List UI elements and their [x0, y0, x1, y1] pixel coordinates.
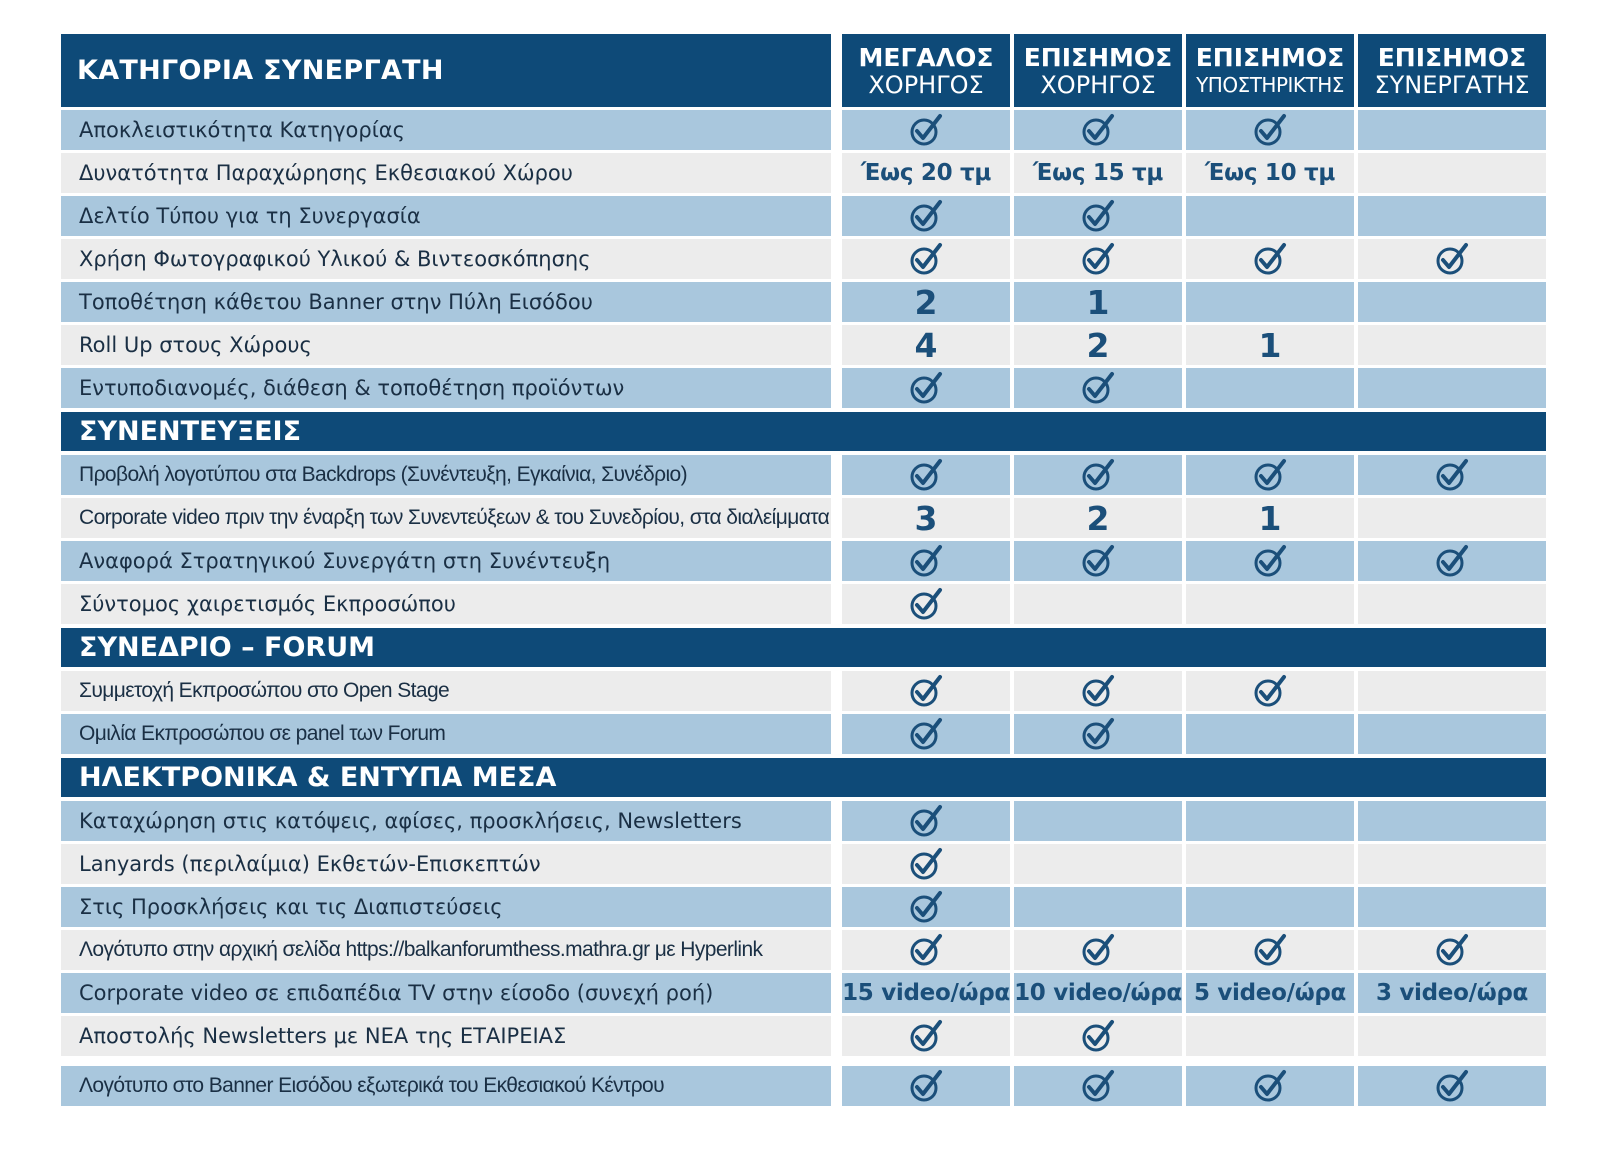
count-value: 2: [1086, 325, 1110, 365]
value-cell: [1014, 973, 1182, 1013]
row-label: Χρήση Φωτογραφικού Υλικού & Βιντεοσκόπησης: [61, 239, 831, 279]
count-value: 1: [1258, 325, 1282, 365]
value-cell: [842, 1066, 1010, 1106]
count-value: 2: [1086, 498, 1110, 538]
value-cell: [842, 887, 1010, 927]
checkmark-icon: [1081, 1019, 1115, 1053]
value-cell: [1014, 930, 1182, 970]
value-cell: [1186, 1016, 1354, 1056]
value-cell: [1358, 196, 1546, 236]
row-label: Προβολή λογοτύπου στα Backdrops (Συνέντευξη, Εγκαίνια, Συνέδριο): [61, 455, 831, 495]
value-cell: [1186, 110, 1354, 150]
value-cell: [1186, 282, 1354, 322]
row-label: Αποκλειστικότητα Κατηγορίας: [61, 110, 831, 150]
value-cell: [1358, 887, 1546, 927]
checkmark-icon: [1253, 674, 1287, 708]
value-cell: [1186, 930, 1354, 970]
table-row: [61, 239, 1546, 279]
value-cell: [1014, 153, 1182, 193]
checkmark-icon: [1253, 544, 1287, 578]
checkmark-icon: [1435, 458, 1469, 492]
value-cell: [1358, 498, 1546, 538]
section-header: ΣΥΝΕΔΡΙΟ – FORUM: [61, 628, 1546, 667]
value-cell: [842, 973, 1010, 1013]
checkmark-icon: [1081, 717, 1115, 751]
value-cell: [842, 282, 1010, 322]
checkmark-icon: [1253, 242, 1287, 276]
value-cell: [1014, 368, 1182, 408]
table-row: [61, 714, 1546, 754]
checkmark-icon: [1435, 544, 1469, 578]
checkmark-icon: [1081, 242, 1115, 276]
value-cell: [842, 584, 1010, 624]
checkmark-icon: [909, 1019, 943, 1053]
checkmark-icon: [1081, 1069, 1115, 1103]
value-cell: [1014, 196, 1182, 236]
row-label: Roll Up στους Χώρους: [61, 325, 831, 365]
row-label: Αποστολής Newsletters με ΝΕΑ της ΕΤΑΙΡΕΙΑΣ: [61, 1016, 831, 1056]
value-cell: [842, 541, 1010, 581]
table-row: [61, 584, 1546, 624]
checkmark-icon: [1081, 199, 1115, 233]
value-cell: [842, 801, 1010, 841]
count-value: 1: [1086, 282, 1110, 322]
row-label: Καταχώρηση στις κατόψεις, αφίσες, προσκλήσεις, Newsletters: [61, 801, 831, 841]
table-row: [61, 282, 1546, 322]
checkmark-icon: [1081, 458, 1115, 492]
value-cell: [1358, 153, 1546, 193]
checkmark-icon: [1253, 113, 1287, 147]
value-cell: [1186, 714, 1354, 754]
row-label: Συμμετοχή Εκπροσώπου στο Open Stage: [61, 671, 831, 711]
section-header: ΣΥΝΕΝΤΕΥΞΕΙΣ: [61, 412, 1546, 451]
value-text: 10 video/ώρα: [1014, 980, 1182, 1006]
value-cell: [1186, 1066, 1354, 1106]
row-label: Corporate video σε επιδαπέδια TV στην είσοδο (συνεχή ροή): [61, 973, 831, 1013]
checkmark-icon: [1081, 371, 1115, 405]
value-cell: [1014, 541, 1182, 581]
value-cell: [842, 153, 1010, 193]
value-text: 3 video/ώρα: [1375, 980, 1529, 1006]
column-header-line1: ΜΕΓΑΛΟΣ: [858, 42, 994, 72]
value-cell: [1186, 801, 1354, 841]
column-header-official-sponsor: [1014, 34, 1182, 107]
value-cell: [1186, 671, 1354, 711]
row-label: Δυνατότητα Παραχώρησης Εκθεσιακού Χώρου: [61, 153, 831, 193]
value-cell: [1014, 325, 1182, 365]
checkmark-icon: [1081, 933, 1115, 967]
value-cell: [842, 368, 1010, 408]
value-text: 5 video/ώρα: [1193, 980, 1347, 1006]
checkmark-icon: [909, 933, 943, 967]
checkmark-icon: [1435, 1069, 1469, 1103]
value-cell: [1014, 239, 1182, 279]
value-cell: [1358, 368, 1546, 408]
value-cell: [1358, 584, 1546, 624]
value-cell: [1014, 671, 1182, 711]
value-cell: [842, 196, 1010, 236]
value-cell: [1014, 584, 1182, 624]
checkmark-icon: [909, 199, 943, 233]
checkmark-icon: [909, 890, 943, 924]
table-row: [61, 844, 1546, 884]
checkmark-icon: [1435, 933, 1469, 967]
checkmark-icon: [909, 587, 943, 621]
value-cell: [842, 844, 1010, 884]
value-text: Έως 20 τμ: [861, 160, 991, 186]
column-header-line1: ΕΠΙΣΗΜΟΣ: [1377, 42, 1527, 72]
checkmark-icon: [909, 242, 943, 276]
value-cell: [1014, 801, 1182, 841]
column-header-official-supporter: [1186, 34, 1354, 107]
table-row: [61, 671, 1546, 711]
value-cell: [842, 714, 1010, 754]
value-cell: [1014, 455, 1182, 495]
value-text: Έως 15 τμ: [1033, 160, 1163, 186]
table-row: [61, 541, 1546, 581]
value-cell: [1358, 844, 1546, 884]
value-cell: [1186, 887, 1354, 927]
value-cell: [842, 110, 1010, 150]
value-cell: [1014, 498, 1182, 538]
table-row: [61, 368, 1546, 408]
row-label: Στις Προσκλήσεις και τις Διαπιστεύσεις: [61, 887, 831, 927]
value-text: 15 video/ώρα: [842, 980, 1010, 1006]
checkmark-icon: [909, 847, 943, 881]
row-label: Δελτίο Τύπου για τη Συνεργασία: [61, 196, 831, 236]
table-row: [61, 325, 1546, 365]
value-cell: [1358, 455, 1546, 495]
category-header: ΚΑΤΗΓΟΡΙΑ ΣΥΝΕΡΓΑΤΗ: [61, 34, 831, 107]
value-cell: [1358, 541, 1546, 581]
checkmark-icon: [909, 458, 943, 492]
column-header-line1: ΕΠΙΣΗΜΟΣ: [1023, 42, 1173, 72]
row-label: Corporate video πριν την έναρξη των Συνεντεύξεων & του Συνεδρίου, στα διαλείμματα: [61, 498, 831, 538]
row-label: Αναφορά Στρατηγικού Συνεργάτη στη Συνέντευξη: [61, 541, 831, 581]
value-cell: [1186, 153, 1354, 193]
checkmark-icon: [1081, 113, 1115, 147]
checkmark-icon: [909, 544, 943, 578]
checkmark-icon: [1081, 544, 1115, 578]
value-cell: [1358, 110, 1546, 150]
value-cell: [1358, 1066, 1546, 1106]
row-label: Τοποθέτηση κάθετου Banner στην Πύλη Εισόδου: [61, 282, 831, 322]
table-row: [61, 455, 1546, 495]
value-cell: [1014, 110, 1182, 150]
value-cell: [1358, 1016, 1546, 1056]
value-cell: [1358, 714, 1546, 754]
value-cell: [842, 325, 1010, 365]
value-cell: [1358, 930, 1546, 970]
value-cell: [842, 671, 1010, 711]
value-cell: [1014, 844, 1182, 884]
value-cell: [1014, 1066, 1182, 1106]
checkmark-icon: [909, 717, 943, 751]
value-cell: [1358, 671, 1546, 711]
checkmark-icon: [1253, 933, 1287, 967]
value-cell: [1014, 887, 1182, 927]
table-row: [61, 153, 1546, 193]
column-header-major-sponsor: [842, 34, 1010, 107]
value-cell: [1186, 368, 1354, 408]
table-row: [61, 1066, 1546, 1106]
checkmark-icon: [909, 804, 943, 838]
count-value: 4: [914, 325, 938, 365]
value-cell: [1358, 239, 1546, 279]
value-cell: [1014, 1016, 1182, 1056]
value-cell: [842, 455, 1010, 495]
table-header: [61, 34, 1546, 107]
row-label: Λογότυπο στην αρχική σελίδα https://balkanforumthess.mathra.gr με Hyperlink: [61, 930, 831, 970]
checkmark-icon: [1081, 674, 1115, 708]
count-value: 1: [1258, 498, 1282, 538]
value-text: Έως 10 τμ: [1205, 160, 1335, 186]
checkmark-icon: [909, 1069, 943, 1103]
value-cell: [842, 498, 1010, 538]
table-row: [61, 930, 1546, 970]
value-cell: [1186, 455, 1354, 495]
value-cell: [1186, 498, 1354, 538]
value-cell: [842, 239, 1010, 279]
value-cell: [1014, 714, 1182, 754]
column-header-line2: ΥΠΟΣΤΗΡΙΚΤΗΣ: [1196, 72, 1344, 97]
checkmark-icon: [1435, 242, 1469, 276]
row-label: Σύντομος χαιρετισμός Εκπροσώπου: [61, 584, 831, 624]
table-row: [61, 801, 1546, 841]
value-cell: [1186, 239, 1354, 279]
value-cell: [1014, 282, 1182, 322]
row-label: Ομιλία Εκπροσώπου σε panel των Forum: [61, 714, 831, 754]
column-header-line2: ΧΟΡΗΓΟΣ: [1040, 70, 1156, 99]
column-header-line1: ΕΠΙΣΗΜΟΣ: [1195, 42, 1345, 72]
table-row: [61, 498, 1546, 538]
checkmark-icon: [909, 113, 943, 147]
column-header-official-partner: [1358, 34, 1546, 107]
table-row: [61, 973, 1546, 1013]
table-row: [61, 196, 1546, 236]
value-cell: [1186, 584, 1354, 624]
value-cell: [1358, 282, 1546, 322]
checkmark-icon: [1253, 1069, 1287, 1103]
value-cell: [1186, 196, 1354, 236]
value-cell: [1358, 325, 1546, 365]
value-cell: [1186, 541, 1354, 581]
checkmark-icon: [1253, 458, 1287, 492]
checkmark-icon: [909, 371, 943, 405]
value-cell: [1186, 325, 1354, 365]
table-row: [61, 1016, 1546, 1056]
column-header-line2: ΧΟΡΗΓΟΣ: [868, 70, 984, 99]
value-cell: [1358, 973, 1546, 1013]
value-cell: [842, 930, 1010, 970]
value-cell: [1186, 973, 1354, 1013]
section-header: ΗΛΕΚΤΡΟΝΙΚΑ & ΕΝΤΥΠΑ ΜΕΣΑ: [61, 758, 1546, 797]
table-row: [61, 887, 1546, 927]
value-cell: [842, 1016, 1010, 1056]
value-cell: [1358, 801, 1546, 841]
count-value: 2: [914, 282, 938, 322]
column-header-line2: ΣΥΝΕΡΓΑΤΗΣ: [1374, 70, 1530, 99]
value-cell: [1186, 844, 1354, 884]
row-label: Εντυποδιανομές, διάθεση & τοποθέτηση προϊόντων: [61, 368, 831, 408]
count-value: 3: [914, 498, 938, 538]
row-label: Lanyards (περιλαίμια) Εκθετών-Επισκεπτών: [61, 844, 831, 884]
checkmark-icon: [909, 674, 943, 708]
row-label: Λογότυπο στο Banner Εισόδου εξωτερικά του Εκθεσιακού Κέντρου: [61, 1066, 831, 1106]
table-row: [61, 110, 1546, 150]
